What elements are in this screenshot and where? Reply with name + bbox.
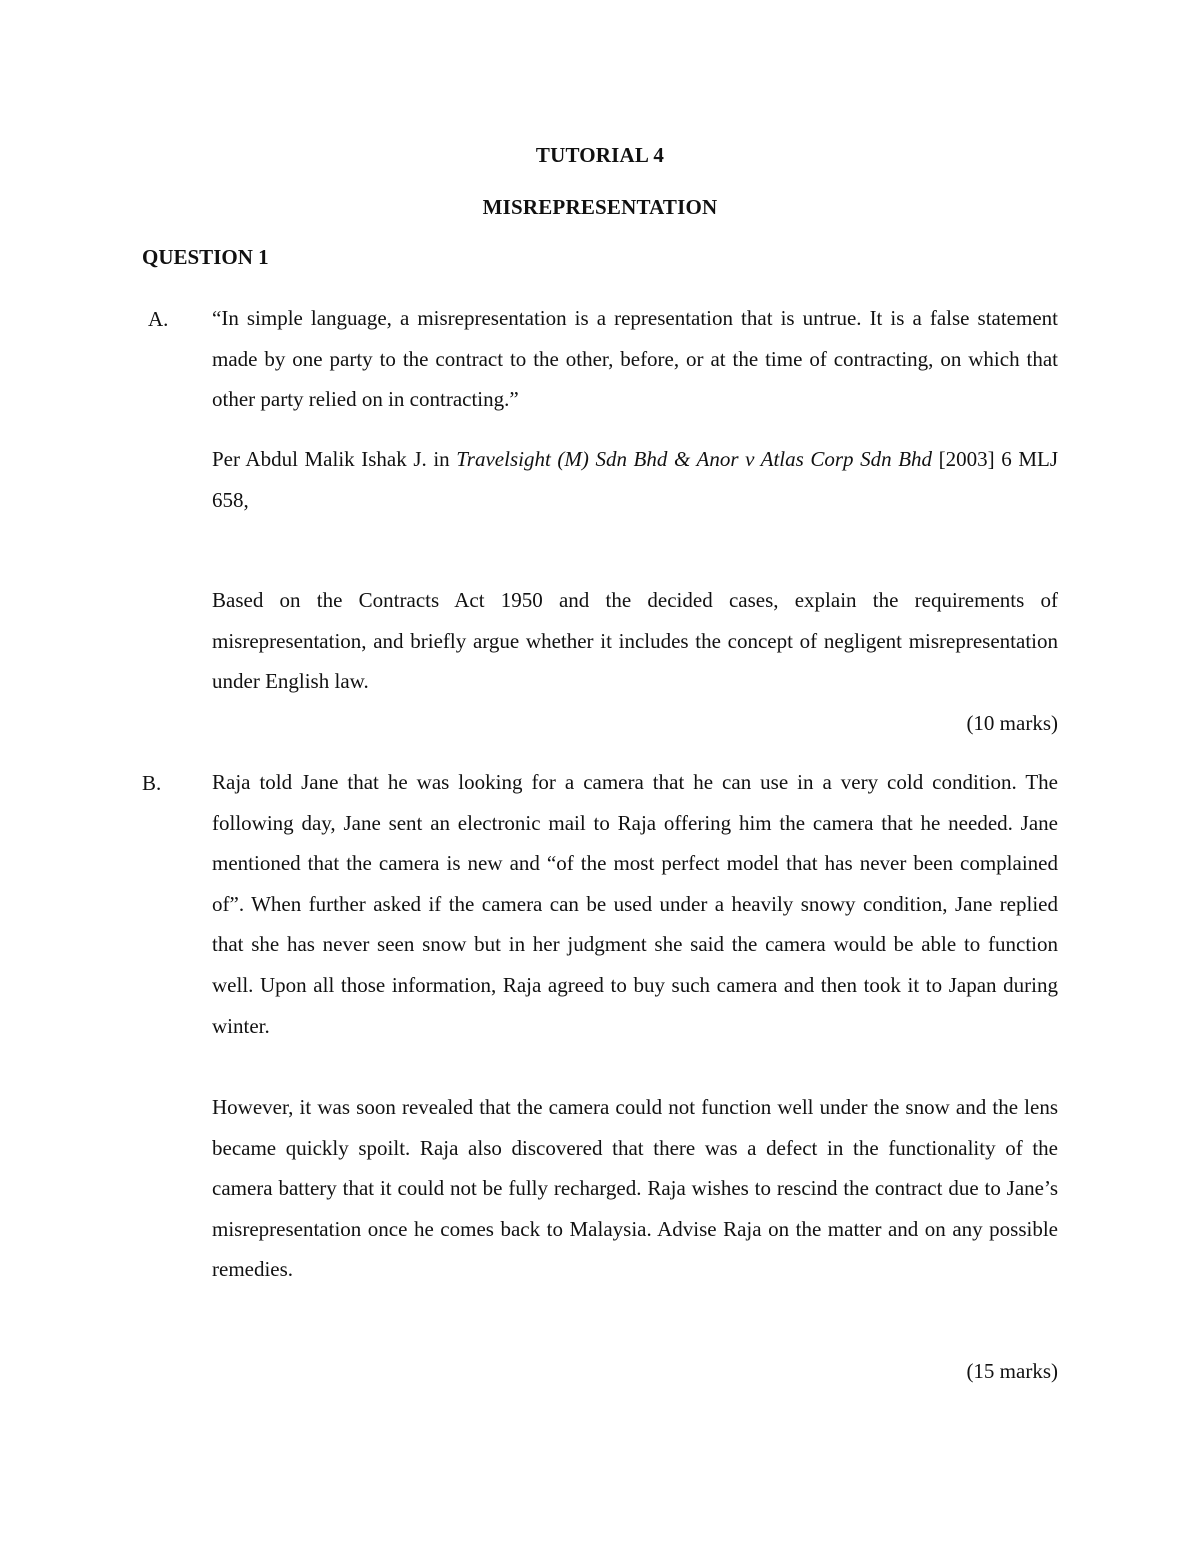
part-a-citation <box>212 439 1058 520</box>
page-subtitle: MISREPRESENTATION <box>482 195 718 219</box>
part-a-question: Based on the Contracts Act 1950 and the decided cases, explain the requirements of misrepresentation, and briefly argue whether it includes the concept of negligent misrepresentation under English law. <box>212 588 1058 694</box>
part-a-label: A. <box>148 307 169 331</box>
part-b-marks: (15 marks) <box>966 1359 1058 1383</box>
citation-suffix: [2003] 6 MLJ 658, <box>212 447 1058 512</box>
citation-case-name: Travelsight (M) Sdn Bhd & Anor v Atlas Corp Sdn Bhd <box>456 447 933 471</box>
citation-prefix: Per Abdul Malik Ishak J. in <box>212 447 457 471</box>
part-a-marks: (10 marks) <box>966 711 1058 735</box>
part-b-label: B. <box>142 771 162 795</box>
part-a-quote: “In simple language, a misrepresentation is a representation that is untrue. It is a false statement made by one party to the contract to the other, before, or at the time of contracting, on which that other party relied on in contracting.” <box>212 306 1058 412</box>
part-b-paragraph-1: Raja told Jane that he was looking for a camera that he can use in a very cold condition. The following day, Jane sent an electronic mail to Raja offering him the camera that he needed. Jane mentioned that the camera is new and “of the most perfect model that has never been complained of”. When further asked if the camera can be used under a heavily snowy condition, Jane replied that she has never seen snow but in her judgment she said the camera would be able to function well. Upon all those information, Raja agreed to buy such camera and then took it to Japan during winter. <box>212 770 1058 1038</box>
question-heading: QUESTION 1 <box>142 245 269 269</box>
page-title: TUTORIAL 4 <box>535 143 665 167</box>
part-b-paragraph-2: However, it was soon revealed that the camera could not function well under the snow and the lens became quickly spoilt. Raja also discovered that there was a defect in the functionality of the camera battery that it could not be fully recharged. Raja wishes to rescind the contract due to Jane’s misrepresentation once he comes back to Malaysia. Advise Raja on the matter and on any possible remedies. <box>212 1095 1058 1282</box>
